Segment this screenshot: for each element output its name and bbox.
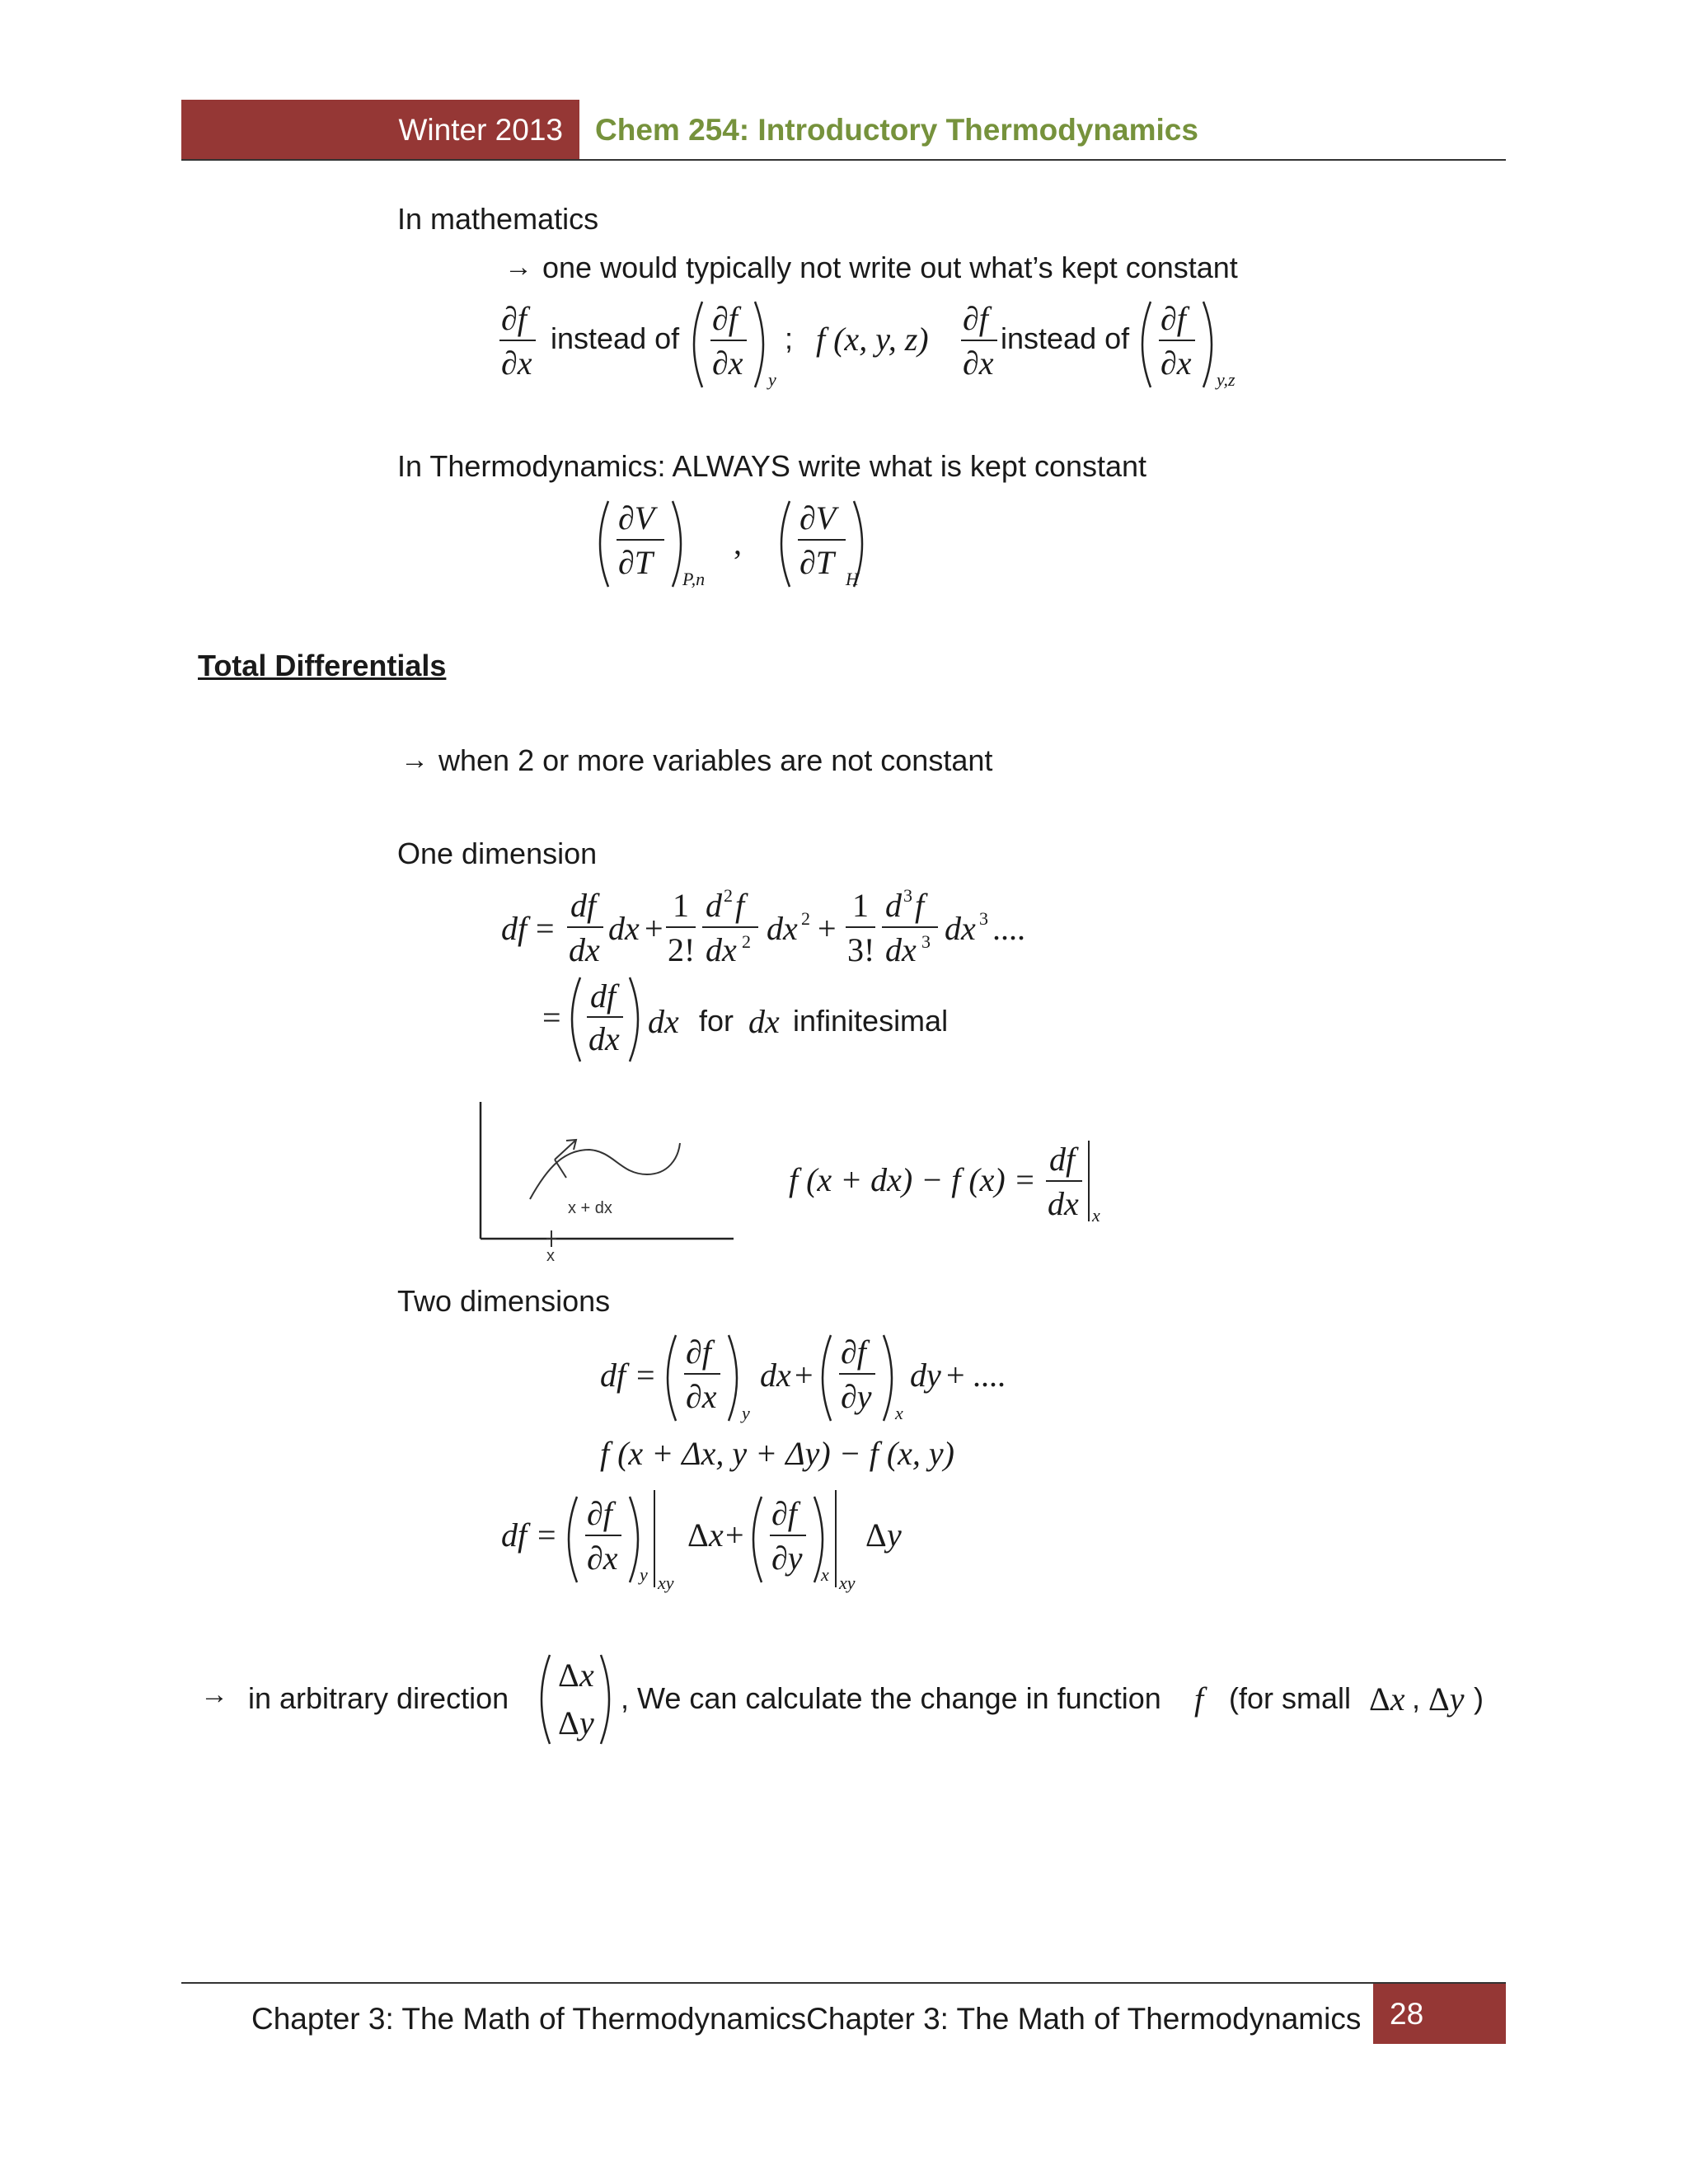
svg-text:y: y — [640, 1564, 648, 1585]
svg-text:x: x — [579, 1657, 594, 1694]
svg-text:,: , — [734, 524, 742, 561]
svg-text:∂f: ∂f — [771, 1495, 797, 1532]
svg-text:y: y — [768, 369, 776, 390]
two-dim-evaluated — [495, 1488, 923, 1596]
instead-of-2: instead of — [1001, 321, 1130, 355]
svg-text:=: = — [542, 999, 561, 1036]
svg-text:∂f: ∂f — [501, 300, 527, 337]
math-intro: In mathematics — [397, 202, 599, 236]
arrow-icon: → — [504, 252, 532, 283]
svg-text:dx: dx — [885, 931, 917, 968]
svg-text:∂f: ∂f — [587, 1495, 612, 1532]
graph-tick-label: x — [546, 1247, 555, 1265]
svg-text:∂x: ∂x — [587, 1540, 618, 1577]
svg-text:x: x — [895, 1403, 903, 1423]
one-dim-difference — [787, 1136, 1117, 1226]
svg-text:dx: dx — [608, 910, 640, 947]
svg-text:∂x: ∂x — [1160, 344, 1192, 382]
svg-text:df: df — [590, 977, 617, 1015]
header-term: Winter 2013 — [398, 113, 563, 147]
svg-text:∂x: ∂x — [501, 344, 532, 382]
svg-text:Δ: Δ — [865, 1516, 887, 1554]
svg-text:Δ: Δ — [558, 1657, 579, 1694]
math-note-line — [504, 247, 1238, 288]
svg-text:f: f — [735, 887, 745, 924]
func-xyz: f (x, y, z) — [816, 321, 929, 358]
svg-text:3: 3 — [903, 885, 912, 906]
svg-text:dx: dx — [760, 1357, 791, 1394]
svg-text:2: 2 — [742, 931, 751, 952]
svg-text:∂f: ∂f — [963, 300, 988, 337]
sub-pn: P,n — [682, 569, 706, 589]
svg-text:y: y — [579, 1704, 594, 1741]
tangent-sketch-svg — [474, 1100, 738, 1265]
header-rule — [181, 159, 1506, 161]
two-dim-total-diff — [593, 1329, 1022, 1427]
svg-text:∂y: ∂y — [841, 1378, 872, 1415]
infinitesimal-label: infinitesimal — [793, 1004, 949, 1038]
graph-label: x + dx — [568, 1199, 612, 1217]
thermo-partials — [593, 494, 890, 593]
svg-text:df: df — [1049, 1141, 1076, 1178]
svg-text:3: 3 — [921, 931, 931, 952]
svg-text:y,z: y,z — [1217, 369, 1236, 390]
svg-text:dx: dx — [706, 931, 737, 968]
svg-text:Δ: Δ — [558, 1704, 579, 1741]
svg-text:xy: xy — [658, 1572, 674, 1593]
svg-text:df: df — [570, 887, 597, 924]
svg-text:y: y — [887, 1516, 902, 1554]
arbitrary-pre: in arbitrary direction — [248, 1681, 509, 1715]
arrow-icon: → — [200, 1680, 228, 1710]
for-label: for — [699, 1004, 734, 1038]
two-dim-total-diff-svg — [593, 1329, 1022, 1427]
svg-text:df: df — [501, 910, 528, 947]
tangent-sketch — [474, 1100, 738, 1265]
first-order-approx: = df dx dx for dx infinitesimal — [495, 974, 1022, 1065]
footer-rule — [181, 1982, 1506, 1984]
svg-text:x: x — [821, 1564, 829, 1585]
svg-text:d: d — [706, 887, 722, 924]
svg-text:2: 2 — [801, 908, 810, 929]
svg-text:+: + — [946, 1357, 965, 1394]
svg-text:2!: 2! — [668, 931, 696, 968]
thermo-intro: In Thermodynamics: ALWAYS write what is kept constant — [397, 449, 1147, 483]
svg-text:∂f: ∂f — [712, 300, 738, 337]
svg-text:∂f: ∂f — [686, 1333, 711, 1371]
footer-chapter: Chapter 3: The Math of ThermodynamicsChapter 3: The Math of Thermodynamics — [251, 2002, 1362, 2036]
svg-text:+: + — [818, 910, 837, 947]
svg-text:....: .... — [973, 1357, 1006, 1394]
two-dim-evaluated-svg — [495, 1488, 923, 1596]
svg-text:+: + — [645, 910, 663, 947]
two-dim-difference: f (x + Δx, y + Δy) − f (x, y) — [600, 1435, 954, 1472]
page-number: 28 — [1390, 1997, 1424, 2031]
svg-text:∂V: ∂V — [799, 499, 837, 537]
svg-text:dx: dx — [1048, 1185, 1079, 1222]
svg-text:=: = — [636, 1357, 655, 1394]
svg-text:1: 1 — [673, 887, 689, 924]
total-diff-note: when 2 or more variables are not constant — [438, 743, 993, 777]
svg-text:....: .... — [992, 910, 1025, 947]
header-course-title: Chem 254: Introductory Thermodynamics — [595, 113, 1198, 147]
svg-text:+: + — [795, 1357, 814, 1394]
taylor-series-svg — [495, 882, 1039, 972]
svg-text:d: d — [885, 887, 902, 924]
svg-text:=: = — [536, 910, 555, 947]
svg-text:1: 1 — [852, 887, 869, 924]
svg-text:dx: dx — [588, 1020, 620, 1057]
svg-text:y: y — [742, 1403, 750, 1423]
svg-text:∂y: ∂y — [771, 1540, 803, 1577]
small-pre: (for small — [1229, 1681, 1352, 1715]
one-dim-diff-text: f (x + dx) − f (x) = — [789, 1161, 1036, 1198]
svg-text:3: 3 — [979, 908, 988, 929]
svg-text:∂f: ∂f — [1160, 300, 1186, 337]
svg-text:∂T: ∂T — [618, 544, 654, 581]
total-diff-note-line — [401, 740, 992, 781]
svg-text:∂x: ∂x — [712, 344, 743, 382]
svg-text:2: 2 — [724, 885, 733, 906]
svg-text:3!: 3! — [847, 931, 875, 968]
taylor-series — [495, 882, 1039, 972]
svg-text:x: x — [1092, 1205, 1100, 1226]
math-note: one would typically not write out what’s kept constant — [542, 251, 1238, 284]
svg-text:dy: dy — [910, 1357, 941, 1394]
one-dim-label: One dimension — [397, 837, 598, 870]
svg-text:df: df — [600, 1357, 626, 1394]
first-order-svg — [495, 974, 659, 1065]
svg-text:df: df — [501, 1516, 528, 1554]
svg-text:∂T: ∂T — [799, 544, 835, 581]
svg-text:+: + — [725, 1516, 744, 1554]
svg-text:f: f — [915, 887, 925, 924]
arbitrary-direction-line: → in arbitrary direction Δ x Δ y , We can calculate the change in function f (for small Δx , Δy ) — [200, 1647, 1503, 1754]
small-post: ) — [1474, 1681, 1484, 1715]
svg-text:dx: dx — [569, 931, 600, 968]
direction-vector-svg — [538, 1647, 612, 1754]
instead-of-1: instead of — [551, 321, 680, 355]
svg-text:=: = — [537, 1516, 556, 1554]
svg-text:dx: dx — [767, 910, 798, 947]
svg-text:x: x — [709, 1516, 724, 1554]
section-heading: Total Differentials — [198, 649, 447, 682]
one-dim-frac-svg — [1034, 1136, 1117, 1226]
math-formula-notation — [495, 295, 1253, 394]
svg-text:∂V: ∂V — [618, 499, 655, 537]
arrow-icon: → — [401, 745, 429, 776]
arbitrary-post: , We can calculate the change in function — [621, 1681, 1161, 1715]
svg-text:∂f: ∂f — [841, 1333, 866, 1371]
semicolon: ; — [785, 321, 794, 355]
two-dim-label: Two dimensions — [397, 1284, 611, 1318]
svg-text:xy: xy — [839, 1572, 856, 1593]
svg-text:∂x: ∂x — [963, 344, 994, 382]
sub-h: H — [846, 569, 859, 589]
svg-text:Δ: Δ — [687, 1516, 709, 1554]
svg-text:dx: dx — [945, 910, 976, 947]
svg-text:∂x: ∂x — [686, 1378, 717, 1415]
